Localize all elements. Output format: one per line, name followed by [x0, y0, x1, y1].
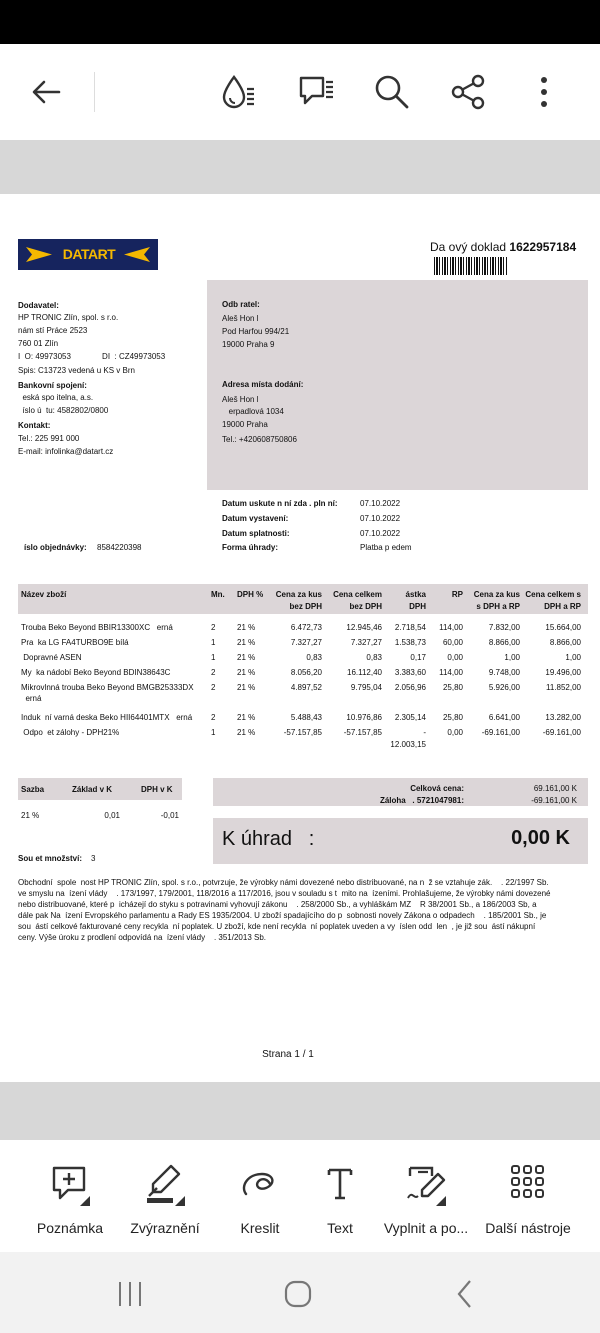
table-cell-total: 12.945,46 — [346, 623, 382, 632]
supplier-line: HP TRONIC Zlín, spol. s r.o. — [18, 313, 119, 322]
doc-title — [430, 240, 576, 254]
doc-number: 1622957184 — [509, 240, 577, 254]
table-cell-name: Induk ní varná deska Beko HII64401MTX erná — [21, 713, 193, 722]
table-cell-unitvat: 1,00 — [504, 653, 520, 662]
search-icon — [373, 73, 411, 111]
table-cell-unit: 7.327,27 — [290, 638, 322, 647]
table-cell-vat: 21 % — [237, 728, 256, 737]
page-indicator: Strana 1 / 1 — [262, 1049, 314, 1060]
table-cell-vat: 21 % — [237, 638, 256, 647]
contact-line: E-mail: infolinka@datart.cz — [18, 447, 114, 456]
home-button[interactable] — [280, 1278, 316, 1310]
table-cell-unitvat: -69.161,00 — [481, 728, 520, 737]
table-cell-vatamt: 0,17 — [410, 653, 426, 662]
col-header: Cena za kus bez DPH — [275, 590, 322, 611]
delivery-line: Tel.: +420608750806 — [222, 435, 297, 444]
barcode — [434, 257, 508, 275]
table-cell-qty: 2 — [211, 668, 216, 677]
customer-heading: Odb ratel: — [222, 300, 260, 309]
table-cell-unitvat: 6.641,00 — [488, 713, 520, 722]
supplier-line: 760 01 Zlín — [18, 339, 59, 348]
table-cell-vat: 21 % — [237, 713, 256, 722]
more-tools-icon — [504, 1160, 552, 1208]
tool-fill-sign[interactable] — [376, 1160, 476, 1244]
table-cell-rp: 114,00 — [439, 623, 463, 632]
qty-value: 3 — [91, 854, 96, 863]
pdf-page[interactable] — [0, 194, 600, 1082]
table-cell-rp: 25,80 — [442, 713, 463, 722]
table-cell-total: -57.157,85 — [343, 728, 382, 737]
table-cell-unit: 6.472,73 — [290, 623, 322, 632]
tool-label: Zvýraznění — [130, 1220, 200, 1236]
customer-line: 19000 Praha 9 — [222, 340, 275, 349]
deposit-value: -69.161,00 K — [531, 796, 577, 805]
table-cell-qty: 1 — [211, 728, 216, 737]
delivery-line: erpadlová 1034 — [222, 407, 284, 416]
qty-label: Sou et množství: — [18, 854, 83, 863]
vat-col-header: Základ v K — [72, 785, 113, 794]
table-cell-vatamt: 2.718,54 — [394, 623, 426, 632]
table-cell-totalvat: 1,00 — [565, 653, 581, 662]
delivery-line: 19000 Praha — [222, 420, 268, 429]
date-value: 07.10.2022 — [360, 529, 401, 538]
reading-mode-button[interactable] — [214, 68, 262, 116]
order-value: 8584220398 — [97, 543, 142, 552]
back-arrow-icon — [29, 75, 63, 109]
system-nav-bar — [0, 1252, 600, 1333]
col-header: Název zboží — [21, 590, 67, 599]
date-label: Datum vystavení: — [222, 514, 289, 523]
legal-line: ceny. Výše úroku z prodlení odpovídá na ízení vlády . 351/2013 Sb. — [18, 933, 267, 942]
contact-heading: Kontakt: — [18, 421, 51, 430]
table-cell-name: Mikrovlnná trouba Beko Beyond BMGB25333DX — [21, 683, 194, 692]
table-cell-vatamt: 1.538,73 — [394, 638, 426, 647]
legal-line: ve smyslu na ízení vlády . 173/1997, 179/2001, 118/2016 a 117/2016, jsou v souladu s t mito na ízeními. Prohlašujeme, že výrobky námi dovezené — [18, 889, 551, 898]
tool-label: Další nástroje — [485, 1220, 571, 1236]
table-cell-name: My ka nádobí Beko Beyond BDIN38643C — [21, 668, 171, 677]
draw-icon — [236, 1160, 284, 1208]
highlighter-icon — [141, 1160, 189, 1208]
status-bar — [0, 0, 600, 44]
date-value: 07.10.2022 — [360, 514, 401, 523]
table-cell-name-cont: erná — [21, 694, 42, 703]
bank-line: íslo ú tu: 4582802/0800 — [18, 406, 109, 415]
col-header: Cena celkem bez DPH — [333, 590, 382, 611]
table-cell-total: 9.795,04 — [350, 683, 382, 692]
chevron-left-icon — [450, 1278, 482, 1310]
toolbar-divider — [94, 72, 95, 112]
table-cell-vatamt: 2.056,96 — [394, 683, 426, 692]
total-value: 69.161,00 K — [533, 784, 577, 793]
top-toolbar — [0, 44, 600, 140]
tool-label: Vyplnit a po... — [383, 1220, 469, 1236]
bank-line: eská spo itelna, a.s. — [18, 393, 94, 402]
table-cell-totalvat: 13.282,00 — [545, 713, 581, 722]
supplier-line: nám stí Práce 2523 — [18, 326, 88, 335]
amount-due-value: 0,00 K — [511, 827, 570, 849]
recents-button[interactable] — [110, 1278, 150, 1310]
annotation-toolbar — [0, 1140, 600, 1252]
table-cell-vatamt: 3.383,60 — [394, 668, 426, 677]
vat-base: 0,01 — [104, 811, 120, 820]
table-cell-totalvat: 19.496,00 — [545, 668, 581, 677]
table-cell-unit: 0,83 — [306, 653, 322, 662]
table-cell-rp: 0,00 — [447, 728, 463, 737]
vat-col-header: Sazba — [21, 785, 45, 794]
datart-logo — [18, 239, 158, 270]
page-gap-top — [0, 140, 600, 194]
nav-back-button[interactable] — [450, 1278, 482, 1310]
table-cell-total: 0,83 — [366, 653, 382, 662]
supplier-line: Spis: C13723 vedená u KS v Brn — [18, 366, 135, 375]
contact-line: Tel.: 225 991 000 — [18, 434, 80, 443]
table-cell-unit: -57.157,85 — [283, 728, 322, 737]
col-header: RP — [451, 590, 463, 599]
table-cell-unit: 5.488,43 — [290, 713, 322, 722]
search-button[interactable] — [368, 68, 416, 116]
tool-label: Text — [327, 1220, 353, 1236]
tool-label: Poznámka — [36, 1220, 104, 1236]
more-icon — [534, 73, 554, 111]
table-cell-unitvat: 5.926,00 — [488, 683, 520, 692]
total-label: Celková cena: — [410, 784, 464, 793]
vat-amount: -0,01 — [160, 811, 179, 820]
table-cell-name: Pra ka LG FA4TURBO9E bílá — [21, 638, 129, 647]
table-cell-rp: 114,00 — [439, 668, 463, 677]
col-header: Cena celkem s DPH a RP — [525, 590, 581, 611]
deposit-label: Záloha . 5721047981: — [379, 796, 464, 805]
home-icon — [280, 1278, 316, 1310]
table-cell-total: 16.112,40 — [347, 668, 382, 677]
table-cell-rp: 25,80 — [442, 683, 463, 692]
table-cell-unit: 8.056,20 — [290, 668, 322, 677]
logo-text: DATART — [62, 246, 116, 262]
sticky-note-icon — [46, 1160, 94, 1208]
table-cell-vat: 21 % — [237, 623, 256, 632]
table-cell-totalvat: 15.664,00 — [545, 623, 581, 632]
col-header: DPH % — [237, 590, 264, 599]
table-cell-totalvat: 11.852,00 — [546, 683, 581, 692]
order-label: íslo objednávky: — [24, 543, 87, 552]
date-label: Forma úhrady: — [222, 543, 279, 552]
amount-due-label: K úhrad : — [222, 828, 315, 850]
table-cell-vatamt-cont: 12.003,15 — [390, 740, 426, 749]
vat-rate: 21 % — [21, 811, 40, 820]
table-cell-unitvat: 8.866,00 — [488, 638, 520, 647]
table-cell-qty: 2 — [211, 623, 216, 632]
customer-line: Pod Harfou 994/21 — [222, 327, 290, 336]
delivery-line: Aleš Hon l — [222, 395, 259, 404]
table-cell-qty: 1 — [211, 653, 216, 662]
delivery-heading: Adresa místa dodání: — [222, 380, 304, 389]
share-button[interactable] — [444, 68, 492, 116]
comments-button[interactable] — [292, 68, 340, 116]
table-cell-qty: 2 — [211, 713, 216, 722]
table-cell-vatamt: 2.305,14 — [394, 713, 426, 722]
table-cell-name: Trouba Beko Beyond BBIR13300XC erná — [21, 623, 173, 632]
supplier-heading: Dodavatel: — [18, 301, 59, 310]
date-label: Datum uskute n ní zda . pln ní: — [222, 499, 338, 508]
table-cell-unitvat: 9.748,00 — [488, 668, 520, 677]
table-cell-qty: 2 — [211, 683, 216, 692]
share-icon — [449, 73, 487, 111]
vat-col-header: DPH v K — [141, 785, 173, 794]
table-cell-total: 10.976,86 — [346, 713, 382, 722]
fill-sign-icon — [402, 1160, 450, 1208]
table-cell-unit: 4.897,52 — [290, 683, 322, 692]
table-cell-vat: 21 % — [237, 653, 256, 662]
customer-line: Aleš Hon l — [222, 314, 259, 323]
bank-heading: Bankovní spojení: — [18, 381, 87, 390]
legal-line: sou ástí celkové fakturované ceny recykla ní poplatek. U zboží, kde není recykla ní poplatek uveden a vy íslen odd len , je již sou ástí nákupní — [18, 922, 536, 931]
col-header: Mn. — [211, 590, 225, 599]
legal-line: dále pak Na ízení Evropského parlamentu a Rady ES 1935/2004. U zboží spadajícího do p sobnosti novely Zákona o odpadech . 185/2001 Sb., je — [18, 911, 547, 920]
table-cell-vat: 21 % — [237, 668, 256, 677]
table-cell-name: Odpo et zálohy - DPH21% — [21, 728, 120, 737]
col-header: Cena za kus s DPH a RP — [473, 590, 520, 611]
tool-more[interactable] — [478, 1160, 578, 1244]
table-cell-unitvat: 7.832,00 — [488, 623, 520, 632]
table-cell-totalvat: 8.866,00 — [549, 638, 581, 647]
legal-line: nebo distribuované, které p icházejí do styku s potravinami vyhovují zákonu . 258/2000 Sb., a vyhláškám MZ R 38/2001 Sb., a 186/2003 Sb, a — [18, 900, 537, 909]
page-gap-bottom — [0, 1082, 600, 1140]
table-cell-name: Dopravné ASEN — [21, 653, 82, 662]
date-value: Platba p edem — [360, 543, 412, 552]
legal-line: Obchodní spole nost HP TRONIC Zlín, spol. s r.o., potvrzuje, že výrobky námi dovezené nebo distribuované, na n ž se vztahuje zák. . 22/1997 Sb. — [18, 878, 549, 887]
tool-label: Kreslit — [240, 1220, 280, 1236]
table-cell-rp: 0,00 — [447, 653, 463, 662]
table-cell-totalvat: -69.161,00 — [542, 728, 581, 737]
col-header: ástka DPH — [405, 590, 426, 611]
more-options-button[interactable] — [520, 68, 568, 116]
comment-list-icon — [296, 72, 336, 112]
table-cell-total: 7.327,27 — [350, 638, 382, 647]
table-cell-vatamt: - — [423, 728, 426, 737]
back-button[interactable] — [22, 68, 70, 116]
table-cell-qty: 1 — [211, 638, 216, 647]
reading-mode-icon — [218, 72, 258, 112]
table-cell-rp: 60,00 — [442, 638, 463, 647]
date-label: Datum splatnosti: — [222, 529, 290, 538]
supplier-line: I O: 49973053 DI : CZ49973053 — [18, 352, 166, 361]
table-cell-vat: 21 % — [237, 683, 256, 692]
doc-label: Da ový doklad — [430, 240, 507, 254]
recents-icon — [110, 1278, 150, 1310]
text-icon — [316, 1160, 364, 1208]
date-value: 07.10.2022 — [360, 499, 401, 508]
